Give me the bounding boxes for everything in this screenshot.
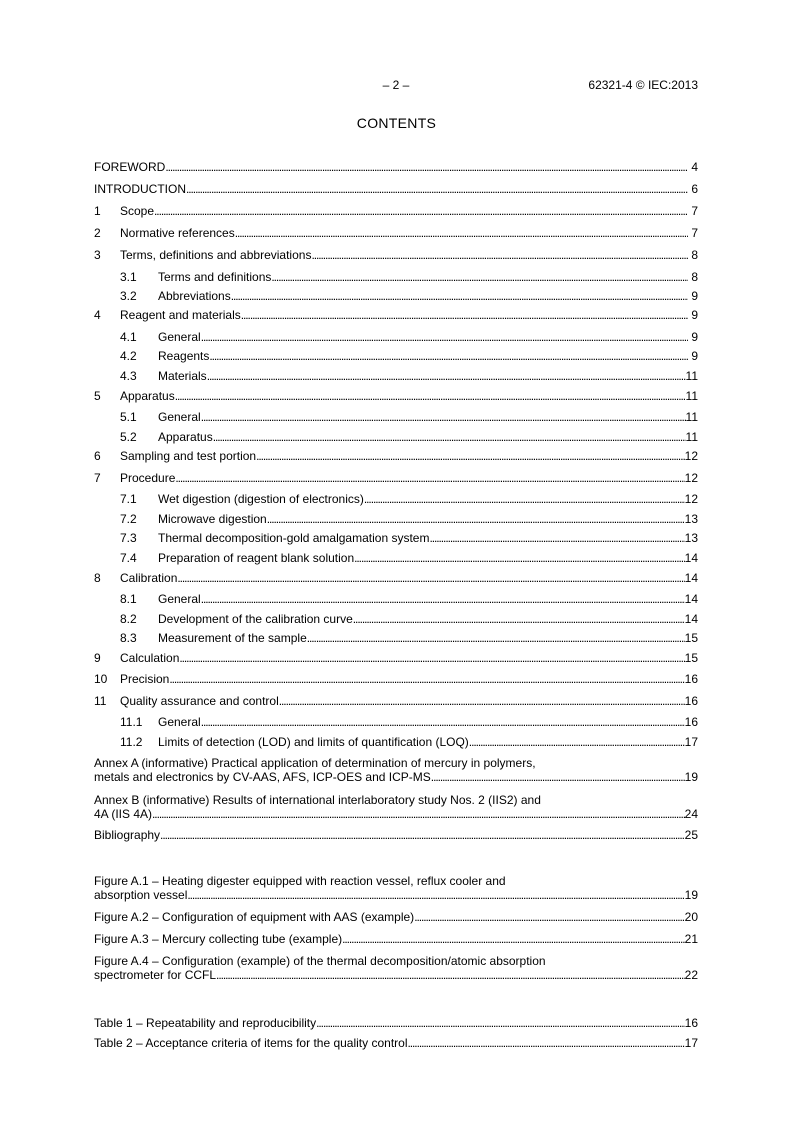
- dot-leader: [152, 807, 685, 821]
- toc-entry-number: 1: [94, 204, 101, 218]
- toc-entry-title-line: Annex A (informative) Practical application of determination of mercury in polymers,: [94, 756, 536, 770]
- dot-leader: [354, 551, 685, 565]
- dot-leader: [267, 512, 685, 526]
- dot-leader: [175, 389, 686, 403]
- toc-entry-title: Precision: [120, 672, 170, 686]
- toc-entry-page: 19: [684, 888, 698, 902]
- toc-entry-page: 17: [684, 1036, 698, 1050]
- toc-entry-number: 5.1: [120, 410, 137, 424]
- toc-entry-title: Reagents: [158, 349, 210, 363]
- toc-entry-page: 16: [684, 1016, 698, 1030]
- toc-entry-title: Calculation: [120, 651, 180, 665]
- toc-entry-title: Figure A.2 – Configuration of equipment with AAS (example): [94, 910, 415, 924]
- toc-entry-page: 24: [684, 807, 698, 821]
- dot-leader: [364, 492, 685, 506]
- toc-entry: [94, 512, 698, 526]
- toc-entry: [94, 410, 698, 424]
- toc-entry-title: Apparatus: [158, 430, 213, 444]
- dot-leader: [177, 571, 684, 585]
- toc-entry: [94, 270, 698, 284]
- toc-entry-title: Development of the calibration curve: [158, 612, 353, 626]
- toc-entry-number: 7.4: [120, 551, 137, 565]
- dot-leader: [256, 449, 685, 463]
- toc-entry-title: Terms, definitions and abbreviations: [120, 248, 312, 262]
- toc-entry-number: 5: [94, 389, 101, 403]
- dot-leader: [160, 828, 685, 842]
- toc-entry-page: 14: [684, 551, 698, 565]
- dot-leader: [209, 349, 688, 363]
- toc-entry-page: 6: [691, 182, 698, 196]
- toc-entry-page: 14: [684, 592, 698, 606]
- toc-entry: [94, 1016, 698, 1030]
- toc-entry-number: 11: [94, 694, 107, 708]
- toc-entry-page: 7: [691, 204, 698, 218]
- toc-entry-number: 8.1: [120, 592, 137, 606]
- toc-entry-number: 4.3: [120, 369, 137, 383]
- toc-entry-title: General: [158, 592, 201, 606]
- toc-entry-title: Limits of detection (LOD) and limits of quantification (LOQ): [158, 735, 469, 749]
- toc-entry: [94, 793, 698, 821]
- toc-entry: [94, 932, 698, 946]
- toc-entry-page: 13: [684, 531, 698, 545]
- toc-entry-page: 16: [684, 715, 698, 729]
- dot-leader: [201, 715, 685, 729]
- toc-entry-number: 7: [94, 471, 101, 485]
- page-title: CONTENTS: [356, 115, 437, 131]
- toc-entry-number: 2: [94, 226, 101, 240]
- toc-entry-title: 4A (IIS 4A): [94, 807, 153, 821]
- toc-entry-page: 12: [684, 449, 698, 463]
- toc-entry-page: 19: [684, 770, 698, 784]
- dot-leader: [431, 770, 685, 784]
- dot-leader: [414, 910, 684, 924]
- toc-entry-page: 15: [684, 631, 698, 645]
- toc-entry-page: 14: [684, 612, 698, 626]
- toc-entry-number: 8: [94, 571, 101, 585]
- toc-entry: [94, 874, 698, 902]
- toc-entry-number: 4: [94, 308, 101, 322]
- toc-entry: [94, 471, 698, 485]
- toc-entry-number: 7.2: [120, 512, 137, 526]
- dot-leader: [175, 471, 684, 485]
- toc-entry-page: 16: [684, 672, 698, 686]
- toc-entry-title: Microwave digestion: [158, 512, 267, 526]
- toc-entry-title: General: [158, 410, 201, 424]
- toc-entry-page: 22: [684, 968, 698, 982]
- toc-entry: [94, 160, 698, 174]
- toc-entry-number: 3: [94, 248, 101, 262]
- toc-entry-title-line: Figure A.1 – Heating digester equipped with reaction vessel, reflux cooler and: [94, 874, 506, 888]
- toc-entry: [94, 330, 698, 344]
- toc-entry-number: 5.2: [120, 430, 137, 444]
- dot-leader: [408, 1036, 685, 1050]
- toc-entry-title: Materials: [158, 369, 207, 383]
- toc-entry-title: Table 2 – Acceptance criteria of items for the quality control: [94, 1036, 408, 1050]
- toc-entry-page: 14: [684, 571, 698, 585]
- toc-entry-page: 17: [684, 735, 698, 749]
- toc-entry-page: 11: [685, 369, 698, 383]
- toc-entry-number: 9: [94, 651, 101, 665]
- toc-entry-page: 11: [685, 430, 698, 444]
- page-header: [94, 78, 698, 94]
- toc-entry-title: Calibration: [120, 571, 178, 585]
- toc-entry-number: 3.1: [120, 270, 137, 284]
- toc-entry: [94, 430, 698, 444]
- toc-entry: [94, 308, 698, 322]
- toc-entry-page: 9: [691, 308, 698, 322]
- toc-entry-title: FOREWORD: [94, 160, 166, 174]
- toc-entry-number: 3.2: [120, 289, 137, 303]
- dot-leader: [179, 651, 684, 665]
- toc-entry-title: Procedure: [120, 471, 176, 485]
- toc-entry-title: Wet digestion (digestion of electronics): [158, 492, 364, 506]
- toc-entry-number: 10: [94, 672, 108, 686]
- toc-entry-number: 4.1: [120, 330, 137, 344]
- toc-entry-page: 9: [691, 330, 698, 344]
- toc-entry: [94, 571, 698, 585]
- toc-entry-title: Quality assurance and control: [120, 694, 279, 708]
- dot-leader: [201, 410, 686, 424]
- dot-leader: [201, 330, 688, 344]
- toc-entry: [94, 735, 698, 749]
- toc-entry-number: 7.1: [120, 492, 137, 506]
- toc-entry: [94, 204, 698, 218]
- toc-entry-title: Reagent and materials: [120, 308, 241, 322]
- dot-leader: [213, 430, 686, 444]
- dot-leader: [165, 160, 688, 174]
- toc-entry-page: 4: [691, 160, 698, 174]
- toc-entry-page: 12: [684, 492, 698, 506]
- dot-leader: [169, 672, 684, 686]
- toc-entry: [94, 694, 698, 708]
- toc-entry: [94, 672, 698, 686]
- toc-entry-number: 11.1: [120, 715, 143, 729]
- document-reference: 62321-4 © IEC:2013: [588, 78, 698, 92]
- toc-entry: [94, 715, 698, 729]
- toc-entry: [94, 289, 698, 303]
- toc-entry: [94, 182, 698, 196]
- toc-entry-page: 13: [684, 512, 698, 526]
- toc-entry: [94, 651, 698, 665]
- toc-entry-page: 7: [691, 226, 698, 240]
- toc-entry-page: 11: [685, 410, 698, 424]
- dot-leader: [353, 612, 685, 626]
- toc-entry-title: INTRODUCTION: [94, 182, 186, 196]
- toc-entry: [94, 389, 698, 403]
- dot-leader: [311, 248, 688, 262]
- dot-leader: [429, 531, 684, 545]
- toc-entry-title: Sampling and test portion: [120, 449, 257, 463]
- toc-entry-title: Thermal decomposition-gold amalgamation system: [158, 531, 430, 545]
- toc-entry-page: 8: [691, 270, 698, 284]
- toc-entry: [94, 492, 698, 506]
- toc-entry-title: General: [158, 330, 201, 344]
- toc-entry-number: 8.3: [120, 631, 137, 645]
- toc-entry: [94, 631, 698, 645]
- toc-entry-page: 25: [684, 828, 698, 842]
- toc-entry-number: 4.2: [120, 349, 137, 363]
- dot-leader: [316, 1016, 685, 1030]
- toc-entry-number: 11.2: [120, 735, 143, 749]
- toc-entry-title-line: Figure A.4 – Configuration (example) of the thermal decomposition/atomic absorption: [94, 954, 546, 968]
- toc-entry-page: 11: [685, 389, 698, 403]
- toc-entry: [94, 828, 698, 842]
- toc-entry-page: 21: [684, 932, 698, 946]
- toc-entry-title: metals and electronics by CV-AAS, AFS, ICP-OES and ICP-MS: [94, 770, 431, 784]
- toc-entry-title: Normative references: [120, 226, 235, 240]
- toc-entry-page: 12: [684, 471, 698, 485]
- toc-entry-title: Bibliography: [94, 828, 161, 842]
- toc-entry-number: 7.3: [120, 531, 137, 545]
- toc-entry-title: Apparatus: [120, 389, 175, 403]
- toc-entry-title: Preparation of reagent blank solution: [158, 551, 355, 565]
- toc-entry: [94, 1036, 698, 1050]
- toc-entry-page: 15: [684, 651, 698, 665]
- toc-entry-title: Figure A.3 – Mercury collecting tube (example): [94, 932, 343, 946]
- dot-leader: [241, 308, 688, 322]
- toc-entry: [94, 349, 698, 363]
- toc-entry-title: Measurement of the sample: [158, 631, 307, 645]
- toc-entry: [94, 910, 698, 924]
- toc-entry-title-line: Annex B (informative) Results of international interlaboratory study Nos. 2 (IIS2) and: [94, 793, 541, 807]
- dot-leader: [342, 932, 685, 946]
- dot-leader: [186, 182, 688, 196]
- toc-entry-title: General: [158, 715, 201, 729]
- toc-entry-title: Table 1 – Repeatability and reproducibility: [94, 1016, 317, 1030]
- dot-leader: [154, 204, 688, 218]
- toc-entry-title: Terms and definitions: [158, 270, 272, 284]
- toc-entry: [94, 612, 698, 626]
- dot-leader: [469, 735, 685, 749]
- toc-entry-page: 8: [691, 248, 698, 262]
- toc-entry-number: 8.2: [120, 612, 137, 626]
- dot-leader: [187, 888, 684, 902]
- dot-leader: [216, 968, 685, 982]
- toc-entry: [94, 592, 698, 606]
- page-number: – 2 –: [382, 78, 410, 92]
- dot-leader: [201, 592, 685, 606]
- toc-entry-title: Scope: [120, 204, 155, 218]
- toc-entry: [94, 369, 698, 383]
- toc-entry-title: Abbreviations: [158, 289, 231, 303]
- dot-leader: [235, 226, 688, 240]
- toc-entry: [94, 531, 698, 545]
- toc-entry-title: absorption vessel: [94, 888, 188, 902]
- dot-leader: [271, 270, 688, 284]
- dot-leader: [231, 289, 688, 303]
- toc-entry-page: 9: [691, 289, 698, 303]
- toc-entry-page: 16: [684, 694, 698, 708]
- toc-entry: [94, 954, 698, 982]
- dot-leader: [207, 369, 686, 383]
- toc-entry-number: 6: [94, 449, 101, 463]
- toc-entry: [94, 226, 698, 240]
- toc-entry-page: 20: [684, 910, 698, 924]
- toc-entry: [94, 551, 698, 565]
- toc-entry: [94, 449, 698, 463]
- toc-entry-title: spectrometer for CCFL: [94, 968, 217, 982]
- dot-leader: [307, 631, 685, 645]
- dot-leader: [279, 694, 685, 708]
- toc-entry: [94, 248, 698, 262]
- toc-entry-page: 9: [691, 349, 698, 363]
- toc-entry: [94, 756, 698, 784]
